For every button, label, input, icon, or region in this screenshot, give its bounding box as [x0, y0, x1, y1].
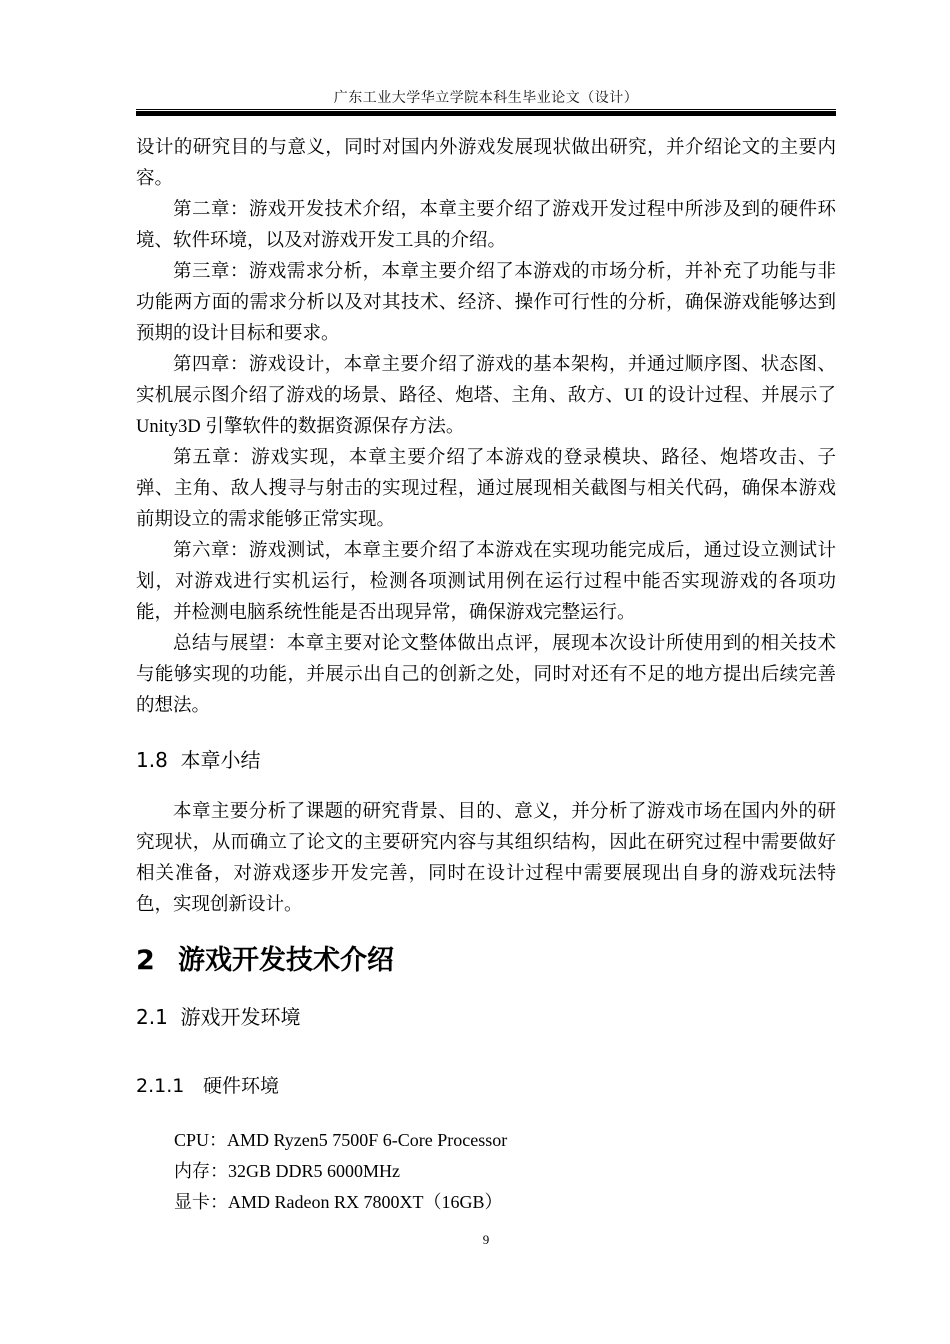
chapter-title: 游戏开发技术介绍 [178, 945, 394, 976]
paragraph-chapter-5: 第五章：游戏实现，本章主要介绍了本游戏的登录模块、路径、炮塔攻击、子弹、主角、敌人搜寻与射击的实现过程，通过展现相关截图与相关代码，确保本游戏前期设立的需求能够正常实现。 [136, 448, 836, 530]
chapter-overview [136, 133, 836, 722]
section-1-8-body [136, 797, 836, 921]
paragraph-chapter-2: 第二章：游戏开发技术介绍，本章主要介绍了游戏开发过程中所涉及到的硬件环境、软件环境，以及对游戏开发工具的介绍。 [136, 200, 836, 251]
section-heading-2-1 [136, 1001, 301, 1030]
hardware-gpu: 显卡：AMD Radeon RX 7800XT（16GB） [174, 1192, 503, 1212]
hardware-memory: 内存：32GB DDR5 6000MHz [174, 1161, 401, 1181]
section-number: 2.1.1 [136, 1075, 185, 1097]
section-number: 1.8 [136, 748, 168, 772]
paragraph-chapter-6: 第六章：游戏测试，本章主要介绍了本游戏在实现功能完成后，通过设立测试计划，对游戏进行实机运行，检测各项测试用例在运行过程中能否实现游戏的各项功能，并检测电脑系统性能是否出现异常，确保游戏完整运行。 [136, 541, 836, 623]
chapter-number: 2 [136, 945, 155, 976]
header-rule-thin [136, 109, 836, 110]
paragraph-chapter-3: 第三章：游戏需求分析，本章主要介绍了本游戏的市场分析，并补充了功能与非功能两方面的需求分析以及对其技术、经济、操作可行性的分析，确保游戏能够达到预期的设计目标和要求。 [136, 262, 836, 344]
hardware-cpu: CPU：AMD Ryzen5 7500F 6-Core Processor [174, 1130, 508, 1150]
section-number: 2.1 [136, 1005, 168, 1029]
header-rule-thick [136, 111, 836, 116]
section-title: 硬件环境 [203, 1075, 280, 1097]
page-number: 9 [482, 1232, 490, 1247]
section-heading-2-1-1 [136, 1071, 279, 1098]
paragraph-summary: 本章主要分析了课题的研究背景、目的、意义，并分析了游戏市场在国内外的研究现状，从而确立了论文的主要研究内容与其组织结构，因此在研究过程中需要做好相关准备，对游戏逐步开发完善，同时在设计过程中需要展现出自身的游戏玩法特色，实现创新设计。 [136, 802, 836, 915]
chapter-heading-2 [136, 938, 394, 977]
section-title: 游戏开发环境 [180, 1005, 301, 1029]
section-title: 本章小结 [180, 748, 261, 772]
section-heading-1-8 [136, 744, 261, 773]
paragraph-chapter-4: 第四章：游戏设计，本章主要介绍了游戏的基本架构，并通过顺序图、状态图、实机展示图介绍了游戏的场景、路径、炮塔、主角、敌方、UI 的设计过程、并展示了 Unity3D 引擎软件的数据资源保存方法。 [136, 355, 836, 437]
hardware-list [136, 1125, 836, 1218]
paragraph-conclusion: 总结与展望：本章主要对论文整体做出点评，展现本次设计所使用到的相关技术与能够实现的功能，并展示出自己的创新之处，同时对还有不足的地方提出后续完善的想法。 [136, 634, 836, 716]
paragraph-continued: 设计的研究目的与意义，同时对国内外游戏发展现状做出研究，并介绍论文的主要内容。 [136, 138, 836, 189]
running-header: 广东工业大学华立学院本科生毕业论文（设计） [333, 91, 639, 106]
